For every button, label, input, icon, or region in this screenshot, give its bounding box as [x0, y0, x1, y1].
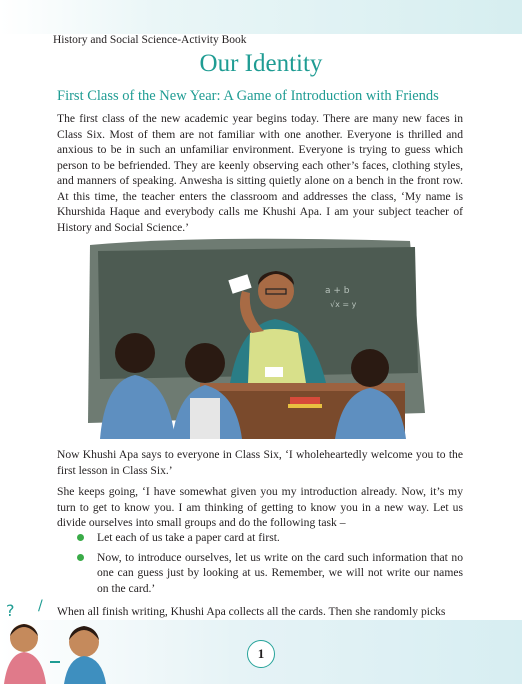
- page-number: 1: [247, 640, 275, 668]
- task-list: [57, 530, 463, 600]
- bullet-icon: [77, 534, 84, 541]
- svg-text:/: /: [38, 598, 43, 614]
- top-band: [0, 0, 522, 34]
- svg-text:a + b: a + b: [325, 286, 350, 296]
- svg-text:?: ?: [6, 601, 15, 620]
- paragraph-collect: When all finish writing, Khushi Apa collects all the cards. Then she randomly picks: [57, 605, 446, 618]
- book-header: History and Social Science-Activity Book: [53, 34, 247, 46]
- section-subtitle: First Class of the New Year: A Game of Introduction with Friends: [57, 88, 439, 104]
- svg-text:√x = y: √x = y: [330, 300, 357, 309]
- paragraph-welcome: Now Khushi Apa says to everyone in Class Six, ‘I wholeheartedly welcome you to the first lesson in Class Six.’: [57, 448, 463, 477]
- paragraph-intro: The first class of the new academic year begins today. There are many new faces in Class Six. Most of them are not familiar with one another. Everyone is thrilled and anxious to be in such an unfamiliar environment. Everyone is trying to guess which person to be befriended. They are keenly observing each other’s faces, clothing styles, and manners of speaking. Anwesha is sitting quietly alone on a bench in the front row. At this time, the teacher enters the classroom and addresses the class, ‘My name is Khurshida Haque and everybody calls me Khushi Apa. I am your subject teacher of History and Social Science.’: [57, 112, 463, 234]
- list-item: Now, to introduce ourselves, let us write on the card such information that no one can guess just by looking at us. Remember, we will not write our names on the card.’: [57, 550, 463, 597]
- paragraph-task-intro: She keeps going, ‘I have somewhat given you my introduction already. Now, it’s my turn to get to know you. I am thinking of getting to know you in a new way. Let us divide ourselves into small groups and do the following task –: [57, 485, 463, 529]
- list-item: Let each of us take a paper card at first.: [57, 530, 463, 546]
- page-title: Our Identity: [199, 50, 323, 77]
- classroom-illustration: [80, 233, 435, 439]
- bullet-icon: [77, 554, 84, 561]
